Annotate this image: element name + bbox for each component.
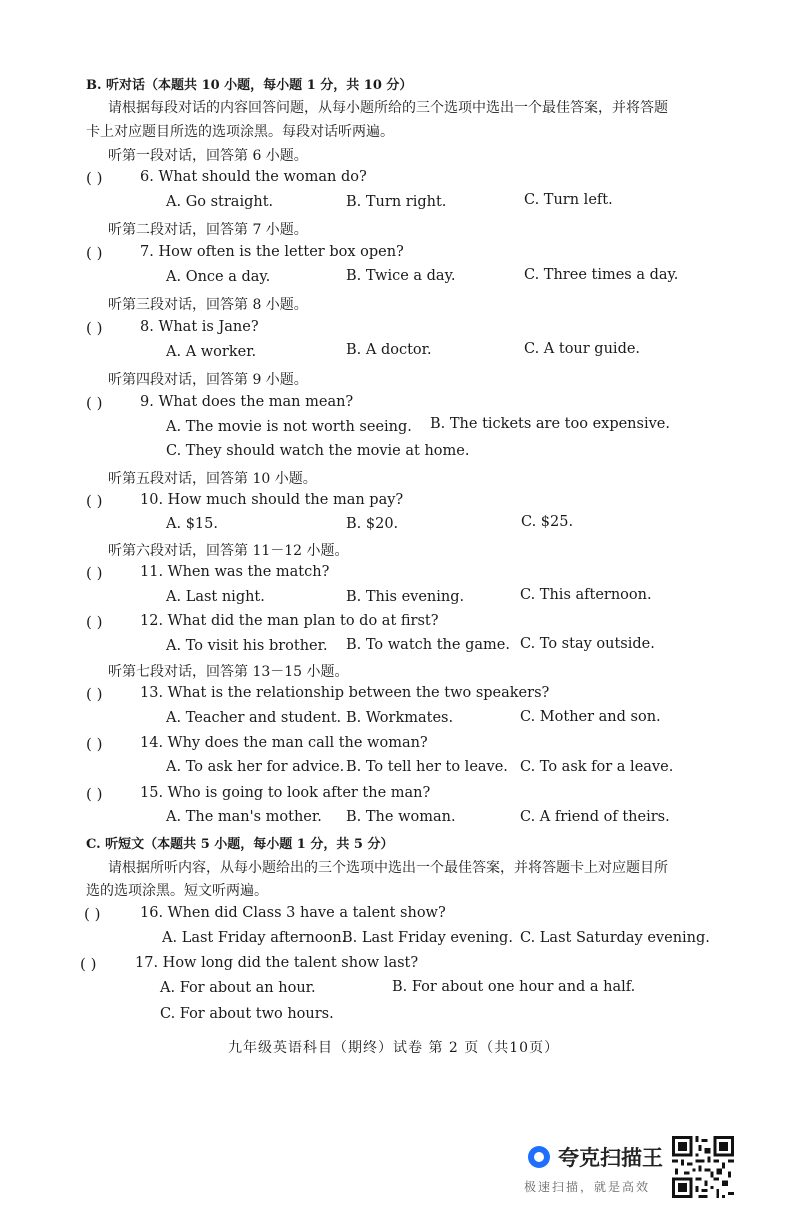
question-15-option-a: A. The man's mother. xyxy=(166,809,322,825)
question-17-option-a: A. For about an hour. xyxy=(160,980,316,996)
question-7-option-a: A. Once a day. xyxy=(166,269,271,285)
question-8-option-b: B. A doctor. xyxy=(346,342,432,358)
question-11-option-a: A. Last night. xyxy=(166,589,265,605)
answer-blank-16[interactable]: ( ) xyxy=(84,905,101,923)
question-12-stem: 12. What did the man plan to do at first? xyxy=(140,613,439,629)
question-16-option-a: A. Last Friday afternoon. xyxy=(162,930,347,946)
page-footer: 九年级英语科目（期终）试卷 第 2 页（共10页） xyxy=(228,1040,560,1056)
watermark-title: 夸克扫描王 xyxy=(558,1146,663,1170)
answer-blank-8[interactable]: ( ) xyxy=(86,319,103,337)
section-b-instruction-1: 请根据每段对话的内容回答问题，从每小题所给的三个选项中选出一个最佳答案，并将答题 xyxy=(108,100,668,116)
dialogue-3-label: 听第三段对话，回答第 8 小题。 xyxy=(108,297,308,313)
question-11-option-b: B. This evening. xyxy=(346,589,465,605)
question-9-stem: 9. What does the man mean? xyxy=(140,394,354,410)
question-6-option-a: A. Go straight. xyxy=(166,194,274,210)
question-14-option-a: A. To ask her for advice. xyxy=(166,759,345,775)
question-6-option-b: B. Turn right. xyxy=(346,194,447,210)
question-10-stem: 10. How much should the man pay? xyxy=(140,492,404,508)
question-14-option-c: C. To ask for a leave. xyxy=(520,759,674,775)
question-17-stem: 17. How long did the talent show last? xyxy=(135,955,419,971)
question-6-stem: 6. What should the woman do? xyxy=(140,169,367,185)
section-b-title: B. 听对话（本题共 10 小题，每小题 1 分，共 10 分） xyxy=(86,78,413,93)
question-16-option-c: C. Last Saturday evening. xyxy=(520,930,710,946)
question-14-stem: 14. Why does the man call the woman? xyxy=(140,735,428,751)
answer-blank-17[interactable]: ( ) xyxy=(80,955,97,973)
dialogue-1-label: 听第一段对话，回答第 6 小题。 xyxy=(108,148,308,164)
question-10-option-b: B. $20. xyxy=(346,516,399,532)
answer-blank-12[interactable]: ( ) xyxy=(86,613,103,631)
dialogue-6-label: 听第六段对话，回答第 11－12 小题。 xyxy=(108,543,349,559)
answer-blank-13[interactable]: ( ) xyxy=(86,685,103,703)
quark-scanner-logo-icon xyxy=(528,1146,550,1168)
question-7-option-c: C. Three times a day. xyxy=(524,267,679,283)
question-13-option-b: B. Workmates. xyxy=(346,710,454,726)
question-16-stem: 16. When did Class 3 have a talent show? xyxy=(140,905,446,921)
answer-blank-7[interactable]: ( ) xyxy=(86,244,103,262)
question-9-option-a: A. The movie is not worth seeing. xyxy=(166,419,412,435)
question-10-option-a: A. $15. xyxy=(166,516,218,532)
qr-code-icon xyxy=(672,1136,734,1198)
answer-blank-6[interactable]: ( ) xyxy=(86,169,103,187)
question-9-option-b: B. The tickets are too expensive. xyxy=(430,416,670,432)
question-15-option-c: C. A friend of theirs. xyxy=(520,809,670,825)
question-12-option-c: C. To stay outside. xyxy=(520,636,655,652)
question-12-option-a: A. To visit his brother. xyxy=(166,638,328,654)
question-7-option-b: B. Twice a day. xyxy=(346,268,456,284)
question-13-option-a: A. Teacher and student. xyxy=(166,710,342,726)
section-c-instruction-2: 选的选项涂黑。短文听两遍。 xyxy=(86,883,268,899)
question-8-option-a: A. A worker. xyxy=(166,344,257,360)
question-7-stem: 7. How often is the letter box open? xyxy=(140,244,404,260)
question-17-option-c: C. For about two hours. xyxy=(160,1006,334,1022)
watermark-subtitle: 极速扫描，就是高效 xyxy=(524,1180,651,1194)
section-c-instruction-1: 请根据所听内容，从每小题给出的三个选项中选出一个最佳答案，并将答题卡上对应题目所 xyxy=(108,860,668,876)
question-15-option-b: B. The woman. xyxy=(346,809,456,825)
question-6-option-c: C. Turn left. xyxy=(524,192,613,208)
question-11-option-c: C. This afternoon. xyxy=(520,587,652,603)
question-17-option-b: B. For about one hour and a half. xyxy=(392,979,636,995)
question-8-stem: 8. What is Jane? xyxy=(140,319,259,335)
question-16-option-b: B. Last Friday evening. xyxy=(342,930,513,946)
answer-blank-9[interactable]: ( ) xyxy=(86,394,103,412)
answer-blank-11[interactable]: ( ) xyxy=(86,564,103,582)
dialogue-7-label: 听第七段对话，回答第 13－15 小题。 xyxy=(108,664,349,680)
answer-blank-10[interactable]: ( ) xyxy=(86,492,103,510)
question-15-stem: 15. Who is going to look after the man? xyxy=(140,785,431,801)
question-12-option-b: B. To watch the game. xyxy=(346,637,510,653)
question-13-option-c: C. Mother and son. xyxy=(520,709,661,725)
dialogue-5-label: 听第五段对话，回答第 10 小题。 xyxy=(108,471,317,487)
question-8-option-c: C. A tour guide. xyxy=(524,341,641,357)
section-c-title: C. 听短文（本题共 5 小题，每小题 1 分，共 5 分） xyxy=(86,837,394,852)
dialogue-2-label: 听第二段对话，回答第 7 小题。 xyxy=(108,222,308,238)
question-10-option-c: C. $25. xyxy=(521,514,574,530)
section-b-instruction-2: 卡上对应题目所选的选项涂黑。每段对话听两遍。 xyxy=(86,124,394,140)
question-13-stem: 13. What is the relationship between the two speakers? xyxy=(140,685,550,701)
dialogue-4-label: 听第四段对话，回答第 9 小题。 xyxy=(108,372,308,388)
question-14-option-b: B. To tell her to leave. xyxy=(346,759,508,775)
answer-blank-15[interactable]: ( ) xyxy=(86,785,103,803)
question-9-option-c: C. They should watch the movie at home. xyxy=(166,443,470,459)
answer-blank-14[interactable]: ( ) xyxy=(86,735,103,753)
question-11-stem: 11. When was the match? xyxy=(140,564,330,580)
